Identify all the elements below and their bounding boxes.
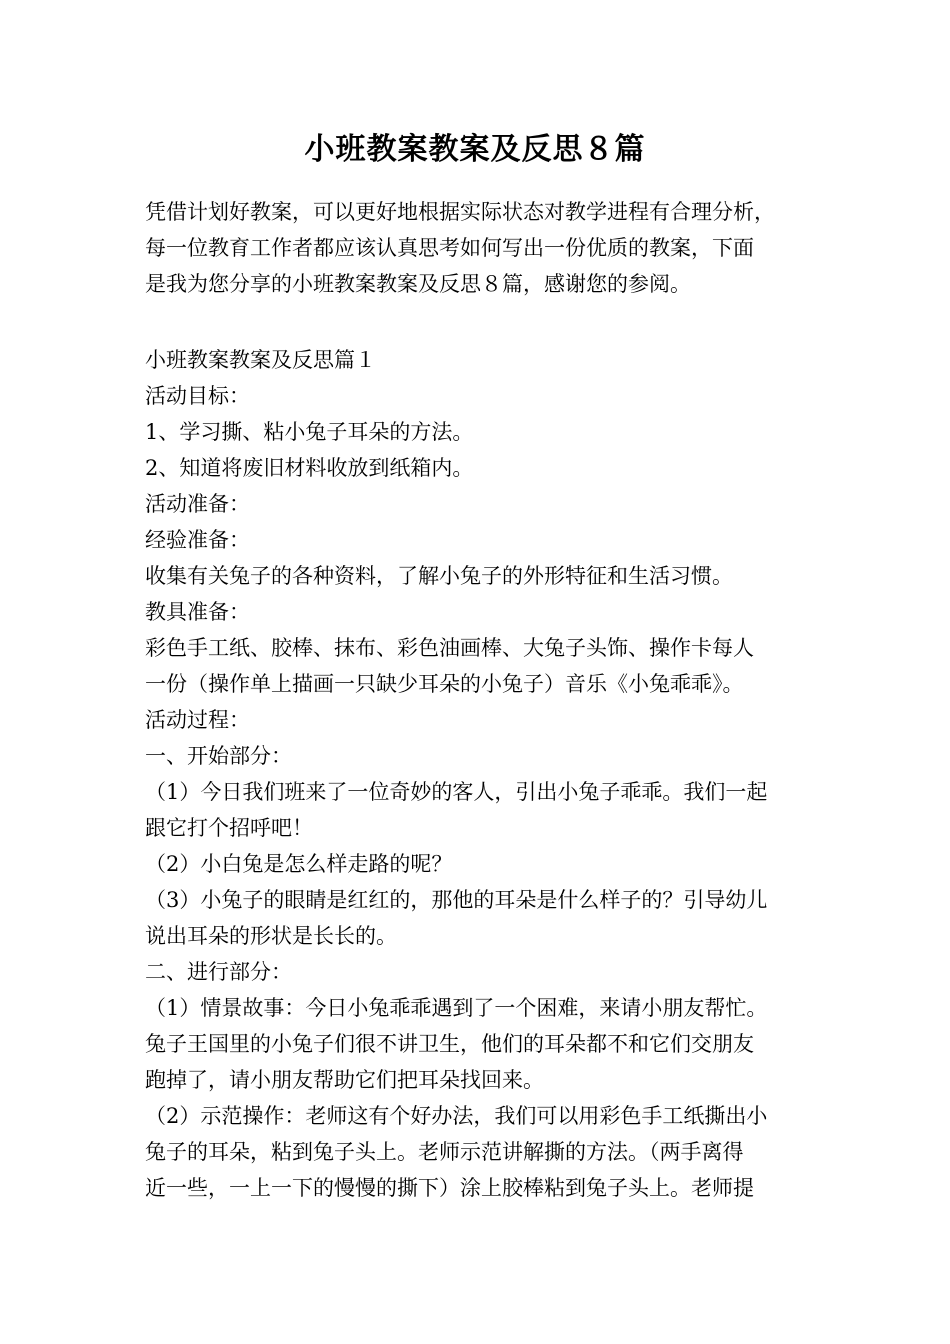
intro-line: 是我为您分享的小班教案教案及反思８篇，感谢您的参阅。: [145, 272, 691, 296]
body-line: （2）小白兔是怎么样走路的呢？: [145, 852, 453, 876]
body-line: 一份（操作单上描画一只缺少耳朵的小兔子）音乐《小兔乖乖》。: [145, 672, 744, 696]
intro-line: 凭借计划好教案，可以更好地根据实际状态对教学进程有合理分析，: [145, 200, 775, 224]
body-line: 二、进行部分：: [145, 960, 292, 984]
body-line: （3）小兔子的眼睛是红红的，那他的耳朵是什么样子的？引导幼儿: [145, 888, 768, 912]
body-line: 活动准备：: [145, 492, 250, 516]
body-line: 跑掉了，请小朋友帮助它们把耳朵找回来。: [145, 1068, 544, 1092]
body-line: 兔子的耳朵，粘到兔子头上。老师示范讲解撕的方法。（两手离得: [145, 1140, 744, 1164]
document-title: 小班教案教案及反思８篇: [304, 132, 646, 167]
body-line: （1）情景故事：今日小兔乖乖遇到了一个困难，来请小朋友帮忙。: [145, 996, 768, 1020]
body-line: （1）今日我们班来了一位奇妙的客人，引出小兔子乖乖。我们一起: [145, 780, 768, 804]
body-line: 1、学习撕、粘小兔子耳朵的方法。: [145, 420, 474, 444]
body-line: 收集有关兔子的各种资料，了解小兔子的外形特征和生活习惯。: [145, 564, 733, 588]
section-heading: 小班教案教案及反思篇１: [145, 348, 376, 372]
body-line: 说出耳朵的形状是长长的。: [145, 924, 397, 948]
document-body: [145, 342, 825, 1206]
body-line: 一、开始部分：: [145, 744, 292, 768]
body-line: 活动过程：: [145, 708, 250, 732]
intro-paragraph: [145, 194, 825, 302]
intro-line: 每一位教育工作者都应该认真思考如何写出一份优质的教案，下面: [145, 236, 754, 260]
body-line: 教具准备：: [145, 600, 250, 624]
body-line: 活动目标：: [145, 384, 250, 408]
body-line: 经验准备：: [145, 528, 250, 552]
body-line: 彩色手工纸、胶棒、抹布、彩色油画棒、大兔子头饰、操作卡每人: [145, 636, 754, 660]
body-line: （2）示范操作：老师这有个好办法，我们可以用彩色手工纸撕出小: [145, 1104, 768, 1128]
body-line: 兔子王国里的小兔子们很不讲卫生，他们的耳朵都不和它们交朋友: [145, 1032, 754, 1056]
body-line: 2、知道将废旧材料收放到纸箱内。: [145, 456, 474, 480]
body-line: 跟它打个招呼吧！: [145, 816, 313, 840]
body-line: 近一些，一上一下的慢慢的撕下）涂上胶棒粘到兔子头上。老师提: [145, 1176, 754, 1200]
